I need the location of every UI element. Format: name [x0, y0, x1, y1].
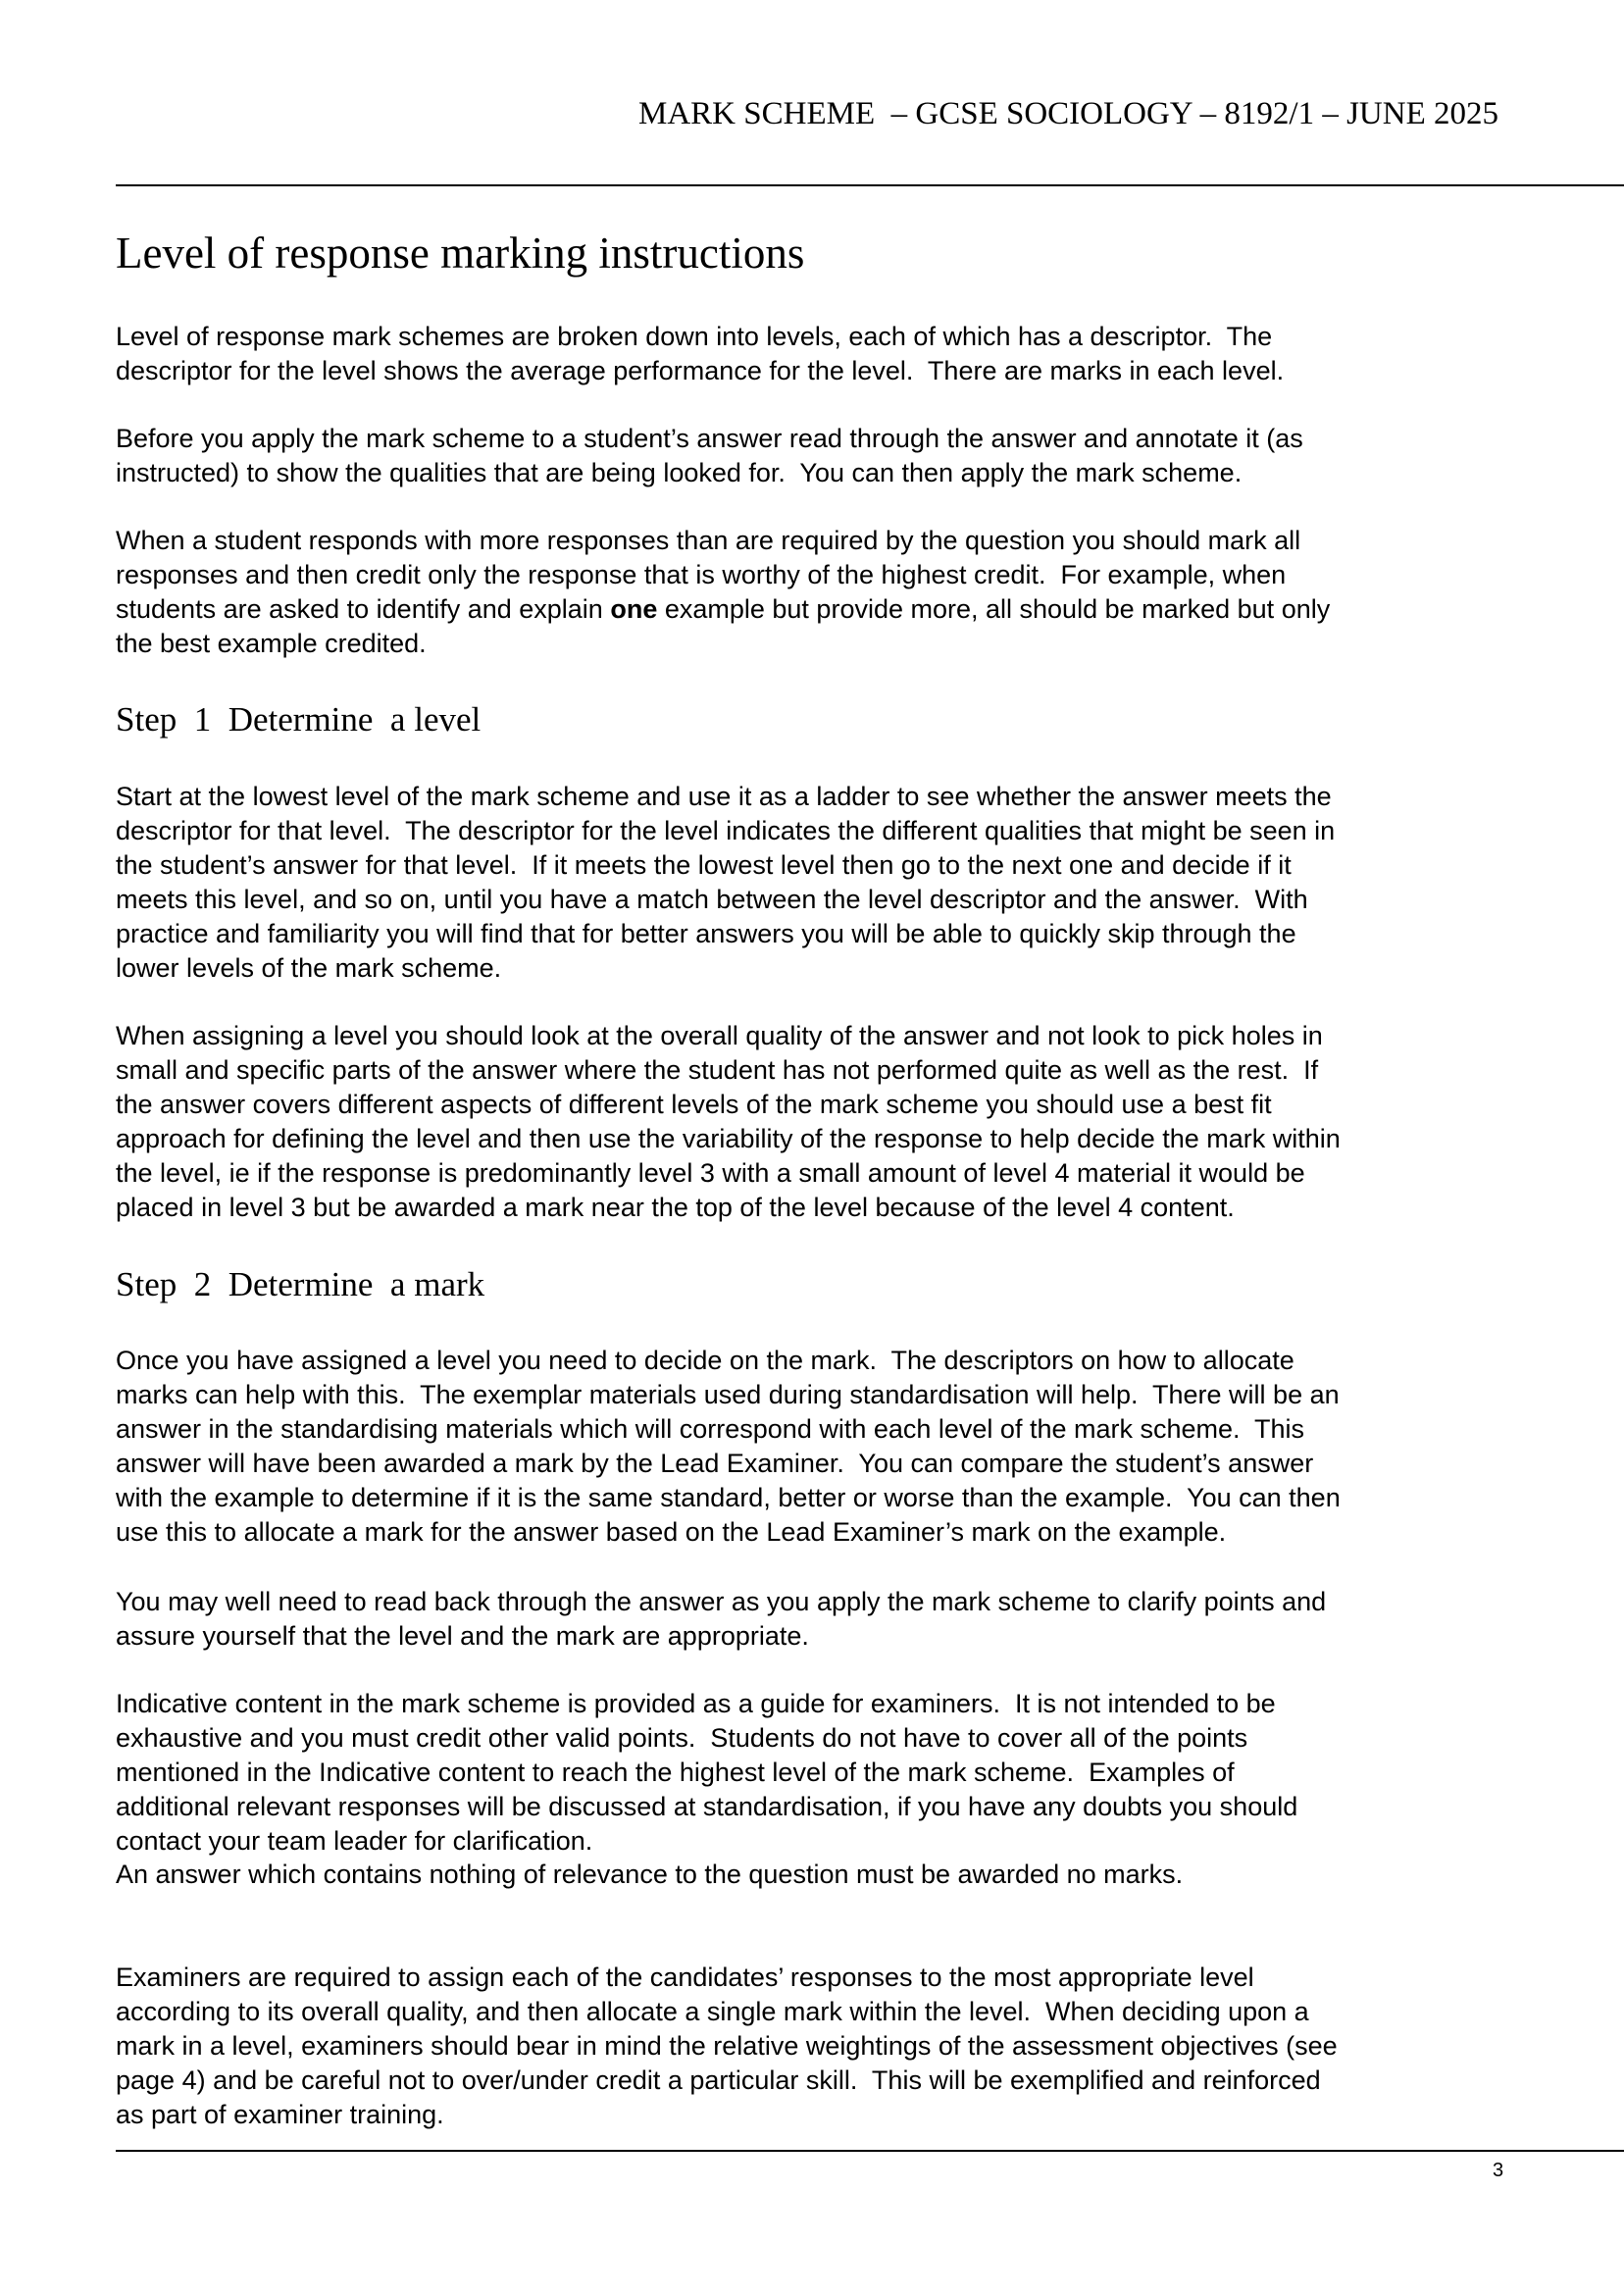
text-line: When a student responds with more responses than are required by the question you should mark all [116, 526, 1301, 555]
text-line: Once you have assigned a level you need to decide on the mark. The descriptors on how to allocate [116, 1346, 1294, 1375]
text-line: as part of examiner training. [116, 2100, 444, 2129]
text-line: An answer which contains nothing of relevance to the question must be awarded no marks. [116, 1860, 1184, 1889]
text-line: Examiners are required to assign each of the candidates’ responses to the most appropriate level [116, 1963, 1254, 1992]
paragraph [116, 1687, 1297, 1859]
page-number: 3 [1493, 2160, 1504, 2181]
paragraph [116, 1858, 1183, 1892]
text-line: answer in the standardising materials which will correspond with each level of the mark scheme. This [116, 1414, 1305, 1444]
footer-rule [116, 2150, 1624, 2152]
text-line: You may well need to read back through the answer as you apply the mark scheme to clarify points and [116, 1587, 1327, 1616]
text-line: exhaustive and you must credit other valid points. Students do not have to cover all of the points [116, 1723, 1248, 1753]
text-line: When assigning a level you should look at the overall quality of the answer and not look to pick holes in [116, 1021, 1323, 1050]
text-line: use this to allocate a mark for the answer based on the Lead Examiner’s mark on the example. [116, 1517, 1227, 1547]
paragraph [116, 1019, 1341, 1225]
text-segment: students are asked to identify and explain [116, 594, 611, 624]
step2-heading: Step 2 Determine a mark [116, 1265, 485, 1303]
text-line: instructed) to show the qualities that are being looked for. You can then apply the mark scheme. [116, 458, 1243, 487]
text-line: the answer covers different aspects of different levels of the mark scheme you should use a best fit [116, 1090, 1272, 1119]
text-line: assure yourself that the level and the mark are appropriate. [116, 1621, 809, 1651]
text-segment: example but provide more, all should be marked but only [657, 594, 1331, 624]
text-line: Level of response mark schemes are broken down into levels, each of which has a descriptor. The [116, 322, 1273, 351]
paragraph [116, 780, 1335, 986]
text-line: meets this level, and so on, until you have a match between the level descriptor and the answer. With [116, 885, 1308, 914]
step1-heading: Step 1 Determine a level [116, 700, 482, 739]
page-title: Level of response marking instructions [116, 229, 805, 278]
text-line: page 4) and be careful not to over/under credit a particular skill. This will be exemplified and reinforced [116, 2065, 1321, 2095]
text-line: mark in a level, examiners should bear in mind the relative weightings of the assessment objectives (see [116, 2031, 1338, 2061]
text-line: additional relevant responses will be discussed at standardisation, if you have any doubts you should [116, 1792, 1298, 1821]
text-line: descriptor for the level shows the average performance for the level. There are marks in each level. [116, 356, 1285, 385]
text-line: answer will have been awarded a mark by the Lead Examiner. You can compare the student’s answer [116, 1449, 1314, 1478]
text-line: the student’s answer for that level. If it meets the lowest level then go to the next one and decide if it [116, 850, 1292, 880]
text-line: with the example to determine if it is the same standard, better or worse than the example. You can then [116, 1483, 1341, 1512]
text-line: the level, ie if the response is predominantly level 3 with a small amount of level 4 material it would be [116, 1158, 1305, 1188]
text-line: according to its overall quality, and then allocate a single mark within the level. When deciding upon a [116, 1997, 1309, 2026]
header-rule [116, 184, 1624, 186]
text-line: Before you apply the mark scheme to a student’s answer read through the answer and annotate it (as [116, 424, 1303, 453]
text-line: descriptor for that level. The descriptor for the level indicates the different qualities that might be seen in [116, 816, 1336, 845]
bold-emphasis: one [610, 594, 658, 624]
text-line: approach for defining the level and then use the variability of the response to help decide the mark within [116, 1124, 1341, 1153]
text-line: Indicative content in the mark scheme is provided as a guide for examiners. It is not intended to be [116, 1689, 1276, 1718]
text-line: placed in level 3 but be awarded a mark near the top of the level because of the level 4 content. [116, 1193, 1235, 1222]
text-line: small and specific parts of the answer where the student has not performed quite as well as the rest. If [116, 1055, 1319, 1085]
text-line: responses and then credit only the response that is worthy of the highest credit. For example, when [116, 560, 1287, 589]
text-line: Start at the lowest level of the mark scheme and use it as a ladder to see whether the answer meets the [116, 782, 1332, 811]
paragraph [116, 524, 1330, 661]
text-line: mentioned in the Indicative content to reach the highest level of the mark scheme. Examples of [116, 1758, 1235, 1787]
paragraph [116, 422, 1303, 490]
paragraph [116, 1961, 1338, 2132]
text-line [116, 592, 1330, 627]
text-line: lower levels of the mark scheme. [116, 953, 502, 983]
paragraph [116, 320, 1284, 388]
text-line: marks can help with this. The exemplar materials used during standardisation will help. There will be an [116, 1380, 1340, 1409]
text-line: the best example credited. [116, 629, 427, 658]
paragraph [116, 1585, 1326, 1654]
paragraph [116, 1344, 1341, 1550]
text-line: contact your team leader for clarification. [116, 1826, 593, 1856]
running-header: MARK SCHEME – GCSE SOCIOLOGY – 8192/1 – JUNE 2025 [638, 96, 1498, 131]
text-line: practice and familiarity you will find that for better answers you will be able to quickly skip through the [116, 919, 1296, 948]
